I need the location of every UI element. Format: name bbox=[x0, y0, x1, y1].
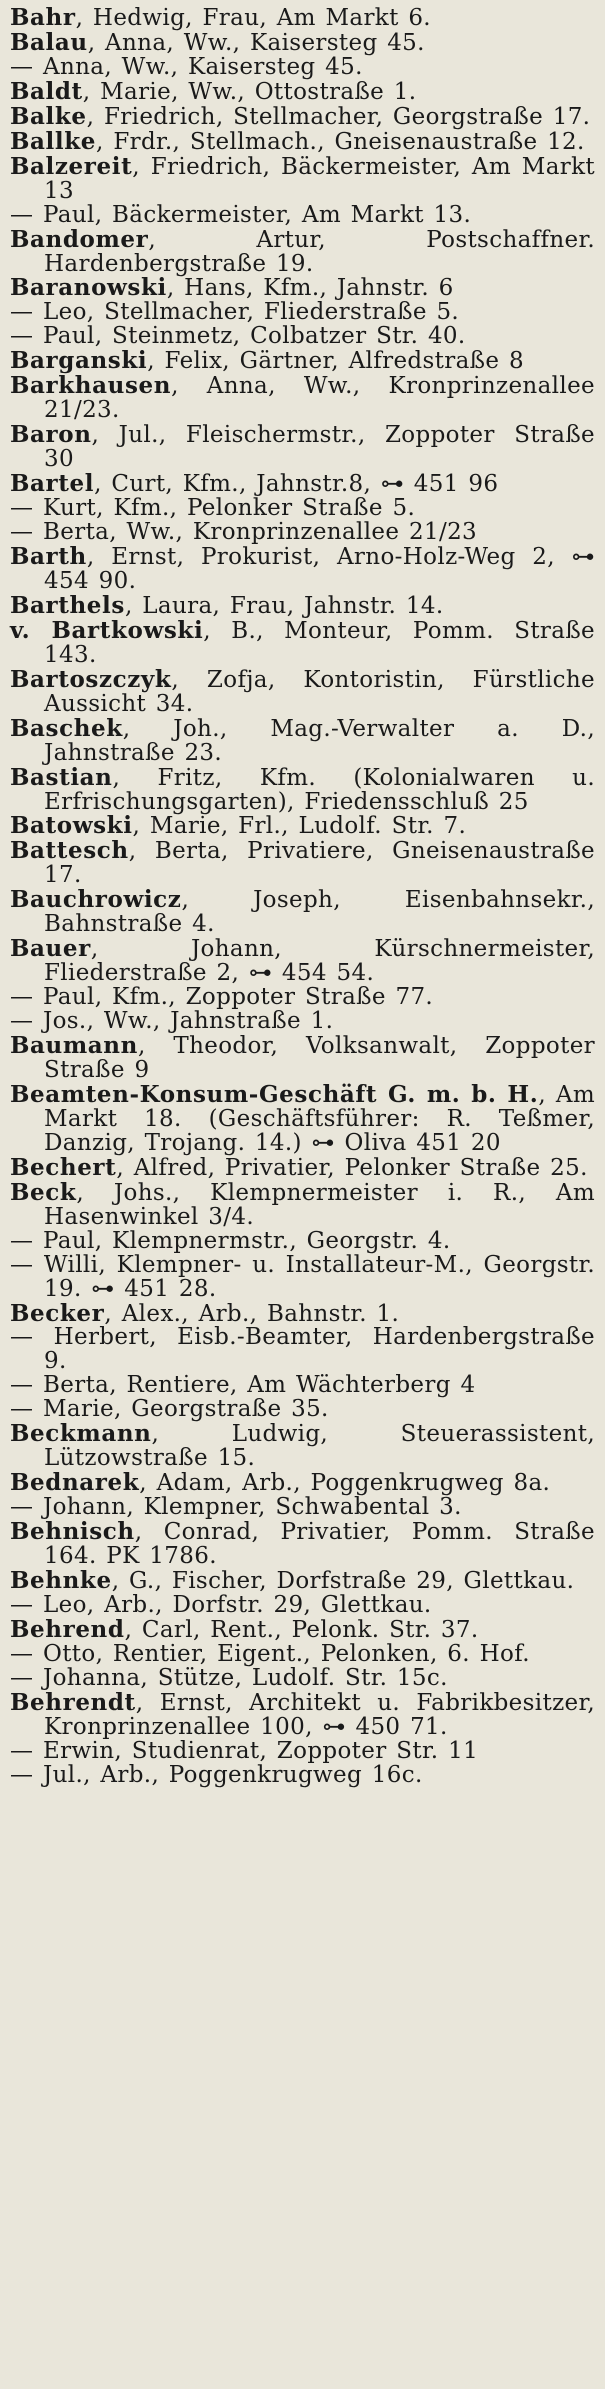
entry-surname: v. Bartkowski bbox=[10, 616, 204, 644]
directory-entry bbox=[10, 1299, 595, 1327]
entry-surname: Beckmann bbox=[10, 1420, 152, 1448]
entry-surname: Batowski bbox=[10, 812, 133, 840]
directory-entry bbox=[10, 986, 595, 1010]
directory-entry bbox=[10, 102, 595, 130]
entry-surname: Beck bbox=[10, 1178, 77, 1206]
directory-entry bbox=[10, 28, 595, 56]
entry-details: — Paul, Steinmetz, Colbatzer Str. 40. bbox=[10, 323, 466, 350]
entry-surname: Bastian bbox=[10, 763, 113, 791]
entry-details: — Berta, Rentiere, Am Wächterberg 4 bbox=[10, 1372, 476, 1399]
directory-entry bbox=[10, 374, 595, 423]
entry-details: — Jul., Arb., Poggenkrugweg 16c. bbox=[10, 1761, 423, 1788]
directory-entry bbox=[10, 423, 595, 472]
entry-details: , B., Monteur, Pomm. Straße 143. bbox=[44, 617, 595, 668]
entry-details: , Fritz, Kfm. (Kolonialwaren u. Erfrischungsgarten), Friedensschluß 25 bbox=[44, 764, 595, 815]
directory-entry bbox=[10, 1737, 595, 1764]
entry-details: — Otto, Rentier, Eigent., Pelonken, 6. Hof. bbox=[10, 1640, 530, 1667]
entry-details: , Conrad, Privatier, Pomm. Straße 164. PK 1786. bbox=[44, 1519, 595, 1570]
directory-entry bbox=[10, 937, 595, 986]
directory-entry bbox=[10, 616, 595, 668]
entry-surname: Barth bbox=[10, 542, 87, 570]
entry-details: , G., Fischer, Dorfstraße 29, Glettkau. bbox=[111, 1568, 575, 1594]
entry-details: — Erwin, Studienrat, Zoppoter Str. 11 bbox=[10, 1737, 479, 1764]
directory-entry bbox=[10, 152, 595, 204]
entry-details: , Anna, Ww., Kronprinzenallee 21/23. bbox=[44, 373, 595, 424]
entry-details: , Friedrich, Bäckermeister, Am Markt 13 bbox=[44, 153, 595, 204]
directory-entry bbox=[10, 6, 595, 31]
entry-details: , Joh., Mag.-Verwalter a. D., Jahnstraße 23. bbox=[44, 715, 595, 766]
directory-entry bbox=[10, 77, 595, 105]
entry-details: , Zofja, Kontoristin, Fürstliche Aussicht 34. bbox=[44, 666, 595, 717]
entry-details: , Am Markt 18. (Geschäftsführer: R. Teßmer, Danzig, Trojang. 14.) ⊶ Oliva 451 20 bbox=[44, 1081, 595, 1156]
entry-details: , Frdr., Stellmach., Gneisenaustraße 12. bbox=[96, 128, 585, 155]
entry-details: — Paul, Klempnermstr., Georgstr. 4. bbox=[10, 1227, 451, 1254]
directory-entry bbox=[10, 225, 595, 277]
directory-entry bbox=[10, 1374, 595, 1398]
entry-surname: Bartel bbox=[10, 470, 95, 498]
entry-surname: Becker bbox=[10, 1299, 105, 1327]
directory-entry bbox=[10, 888, 595, 937]
entry-surname: Behrend bbox=[10, 1615, 125, 1643]
entry-details: , Ernst, Prokurist, Arno-Holz-Weg 2, ⊶ 454 90. bbox=[44, 543, 595, 594]
entry-surname: Bahr bbox=[10, 4, 76, 31]
directory-entry bbox=[10, 1080, 595, 1156]
entry-surname: Bechert bbox=[10, 1153, 117, 1181]
entry-details: , Ernst, Architekt u. Fabrikbesitzer, Kronprinzenallee 100, ⊶ 450 71. bbox=[44, 1689, 595, 1740]
directory-entry bbox=[10, 839, 595, 888]
directory-entry bbox=[10, 1010, 595, 1034]
entry-surname: Bednarek bbox=[10, 1469, 140, 1497]
directory-entry bbox=[10, 201, 595, 228]
directory-entry bbox=[10, 591, 595, 619]
directory-entry bbox=[10, 714, 595, 766]
entry-surname: Behrendt bbox=[10, 1688, 136, 1716]
entry-details: , Alfred, Privatier, Pelonker Straße 25. bbox=[116, 1154, 588, 1181]
entry-details: — Berta, Ww., Kronprinzenallee 21/23 bbox=[10, 519, 478, 546]
directory-entry bbox=[10, 1761, 595, 1788]
directory-entry bbox=[10, 1251, 595, 1302]
entry-surname: Behnisch bbox=[10, 1518, 135, 1546]
directory-entry bbox=[10, 301, 595, 325]
entry-details: , Laura, Frau, Jahnstr. 14. bbox=[124, 592, 444, 619]
entry-details: , Hans, Kfm., Jahnstr. 6 bbox=[166, 275, 454, 302]
entry-details: , Berta, Privatiere, Gneisenaustraße 17. bbox=[44, 838, 595, 889]
entry-details: — Herbert, Eisb.-Beamter, Hardenbergstraße 9. bbox=[10, 1324, 595, 1375]
entry-details: — Kurt, Kfm., Pelonker Straße 5. bbox=[10, 495, 416, 522]
directory-entry bbox=[10, 1664, 595, 1691]
entry-surname: Barganski bbox=[10, 347, 148, 375]
directory-entry bbox=[10, 1326, 595, 1374]
entry-surname: Baldt bbox=[10, 77, 83, 105]
entry-details: , Anna, Ww., Kaisersteg 45. bbox=[87, 29, 425, 56]
entry-details: , Curt, Kfm., Jahnstr.8, ⊶ 451 96 bbox=[94, 471, 499, 498]
entry-details: , Marie, Ww., Ottostraße 1. bbox=[82, 78, 417, 105]
directory-entry bbox=[10, 497, 595, 521]
entry-surname: Balau bbox=[10, 28, 88, 56]
entry-surname: Ballke bbox=[10, 127, 96, 155]
directory-entry bbox=[10, 1153, 595, 1181]
directory-entry bbox=[10, 1178, 595, 1230]
entry-details: , Artur, Postschaffner. Hardenbergstraße 19. bbox=[44, 226, 595, 277]
directory-entry bbox=[10, 1520, 595, 1569]
entry-details: — Paul, Bäckermeister, Am Markt 13. bbox=[10, 201, 472, 228]
entry-details: , Joseph, Eisenbahnsekr., Bahnstraße 4. bbox=[44, 887, 595, 938]
entry-surname: Balke bbox=[10, 102, 87, 130]
directory-entry bbox=[10, 325, 595, 349]
entry-details: , Friedrich, Stellmacher, Georgstraße 17. bbox=[86, 103, 591, 130]
entry-details: , Felix, Gärtner, Alfredstraße 8 bbox=[147, 348, 524, 375]
directory-entry bbox=[10, 1688, 595, 1740]
entry-details: — Anna, Ww., Kaisersteg 45. bbox=[10, 53, 363, 80]
entry-details: , Carl, Rent., Pelonk. Str. 37. bbox=[124, 1616, 479, 1643]
directory-entry bbox=[10, 1615, 595, 1643]
entry-details: , Johann, Kürschnermeister, Fliederstraße 2, ⊶ 454 54. bbox=[44, 936, 595, 987]
directory-entry bbox=[10, 763, 595, 815]
entry-details: — Leo, Arb., Dorfstr. 29, Glettkau. bbox=[10, 1591, 432, 1618]
entry-details: , Alex., Arb., Bahnstr. 1. bbox=[104, 1300, 400, 1327]
entry-surname: Baumann bbox=[10, 1032, 138, 1060]
entry-details: , Adam, Arb., Poggenkrugweg 8a. bbox=[139, 1470, 551, 1497]
entry-details: — Leo, Stellmacher, Fliederstraße 5. bbox=[10, 299, 460, 326]
entry-details: — Marie, Georgstraße 35. bbox=[10, 1396, 329, 1423]
entry-details: — Willi, Klempner- u. Installateur-M., Georgstr. 19. ⊶ 451 28. bbox=[10, 1251, 595, 1302]
entry-details: — Johanna, Stütze, Ludolf. Str. 15c. bbox=[10, 1664, 448, 1691]
entry-surname: Barthels bbox=[10, 591, 125, 619]
directory-entry bbox=[10, 472, 595, 497]
entry-surname: Beamten-Konsum-Geschäft G. m. b. H. bbox=[10, 1080, 539, 1108]
entry-surname: Battesch bbox=[10, 837, 129, 865]
directory-entry bbox=[10, 1422, 595, 1471]
entry-surname: Barkhausen bbox=[10, 372, 172, 400]
entry-surname: Baschek bbox=[10, 714, 123, 742]
directory-entry bbox=[10, 1569, 595, 1594]
entry-surname: Baranowski bbox=[10, 274, 167, 302]
entry-details: , Jul., Fleischermstr., Zoppoter Straße 30 bbox=[44, 422, 595, 473]
directory-entry bbox=[10, 276, 595, 301]
entry-surname: Bandomer bbox=[10, 225, 149, 253]
entry-details: — Jos., Ww., Jahnstraße 1. bbox=[10, 1008, 334, 1035]
directory-entry bbox=[10, 814, 595, 839]
entry-surname: Bartoszczyk bbox=[10, 665, 172, 693]
directory-entry bbox=[10, 1398, 595, 1422]
directory-entry bbox=[10, 542, 595, 594]
directory-entry bbox=[10, 1227, 595, 1254]
entry-surname: Bauchrowicz bbox=[10, 886, 182, 914]
entry-details: , Hedwig, Frau, Am Markt 6. bbox=[75, 5, 431, 31]
directory-entry bbox=[10, 521, 595, 545]
entry-details: , Ludwig, Steuerassistent, Lützowstraße 15. bbox=[44, 1421, 595, 1472]
directory-entry bbox=[10, 1640, 595, 1667]
entry-surname: Behnke bbox=[10, 1567, 112, 1594]
entry-surname: Baron bbox=[10, 421, 92, 449]
directory-entry bbox=[10, 1034, 595, 1083]
directory-entry bbox=[10, 127, 595, 155]
directory-entry bbox=[10, 665, 595, 717]
entry-details: — Paul, Kfm., Zoppoter Straße 77. bbox=[10, 984, 434, 1011]
entry-surname: Balzereit bbox=[10, 152, 133, 180]
directory-entry bbox=[10, 53, 595, 80]
entry-surname: Bauer bbox=[10, 935, 91, 963]
entry-details: , Johs., Klempnermeister i. R., Am Hasenwinkel 3/4. bbox=[44, 1179, 595, 1230]
directory-entry bbox=[10, 1496, 595, 1520]
directory-entry bbox=[10, 1471, 595, 1496]
entry-details: , Theodor, Volksanwalt, Zoppoter Straße 9 bbox=[44, 1033, 595, 1083]
directory-entry bbox=[10, 1591, 595, 1618]
directory-entry bbox=[10, 349, 595, 374]
entry-details: , Marie, Frl., Ludolf. Str. 7. bbox=[132, 813, 467, 840]
entry-details: — Johann, Klempner, Schwabental 3. bbox=[10, 1494, 462, 1521]
